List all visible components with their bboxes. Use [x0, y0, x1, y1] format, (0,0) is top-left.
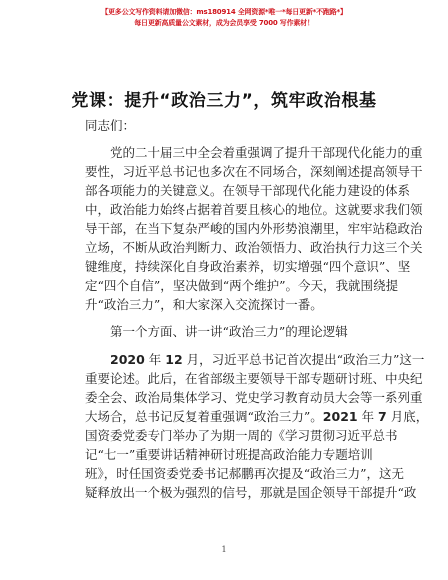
paragraph-2-line: 记“七一”重要讲话精神研讨班提高政治能力专题培训	[85, 447, 373, 462]
paragraph-2-line: 重要论述。此后，在省部级主要领导干部专题研讨班、中央纪	[85, 371, 423, 386]
paragraph-2-line: 2020 年 12 月，习近平总书记首次提出“政治三力”这一	[110, 352, 425, 367]
paragraph-1-line: 中，政治能力始终占据着首要且核心的地位。这就要求我们领	[85, 202, 423, 217]
section-heading-1: 第一个方面、讲一讲“政治三力”的理论逻辑	[110, 324, 348, 339]
paragraph-2-line: 大场合，总书记反复着重强调“政治三力”。2021 年 7 月底，	[85, 409, 429, 424]
paragraph-1-line: 导干部，在当下复杂严峻的国内外形势浪潮里，牢牢站稳政治	[85, 221, 423, 236]
promo-banner-line-1: 【更多公文写作资料请加微信：ms180914 全网资源*唯一*每日更新*不跑路*】	[101, 8, 347, 16]
paragraph-2-line: 国资委党委专门举办了为期一周的《学习贯彻习近平总书	[85, 428, 398, 443]
paragraph-1-line: 升“政治三力”，和大家深入交流探讨一番。	[85, 297, 323, 312]
paragraph-1-line: 党的二十届三中全会着重强调了提升干部现代化能力的重	[110, 145, 423, 160]
paragraph-1-line: 部各项能力的关键意义。在领导干部现代化能力建设的体系	[85, 183, 411, 198]
document-title: 党课：提升“政治三力”，筑牢政治根基	[71, 91, 377, 111]
paragraph-1-line: 键维度，持续深化自身政治素养，切实增强“四个意识”、坚	[85, 259, 411, 274]
greeting: 同志们：	[85, 118, 136, 133]
paragraph-1-line: 要性，习近平总书记也多次在不同场合，深刻阐述提高领导干	[85, 164, 423, 179]
paragraph-2-line: 委全会、政治局集体学习、党史学习教育动员大会等一系列重	[85, 390, 423, 405]
paragraph-1-line: 定“四个自信”，坚决做到“两个维护”。今天，我就围绕提	[85, 278, 399, 293]
promo-banner	[0, 7, 448, 29]
paragraph-2-line: 班》，时任国资委党委书记郝鹏再次提及“政治三力”，这无	[85, 466, 405, 481]
promo-banner-line-2: 每日更新高质量公文素材，成为会员享受 7000 写作素材！	[134, 19, 314, 27]
page-number: 1	[221, 545, 227, 554]
paragraph-2-line: 疑释放出一个极为强烈的信号，那就是国企领导干部提升“政	[85, 485, 417, 500]
paragraph-1-line: 立场，不断从政治判断力、政治领悟力、政治执行力这三个关	[85, 240, 423, 255]
